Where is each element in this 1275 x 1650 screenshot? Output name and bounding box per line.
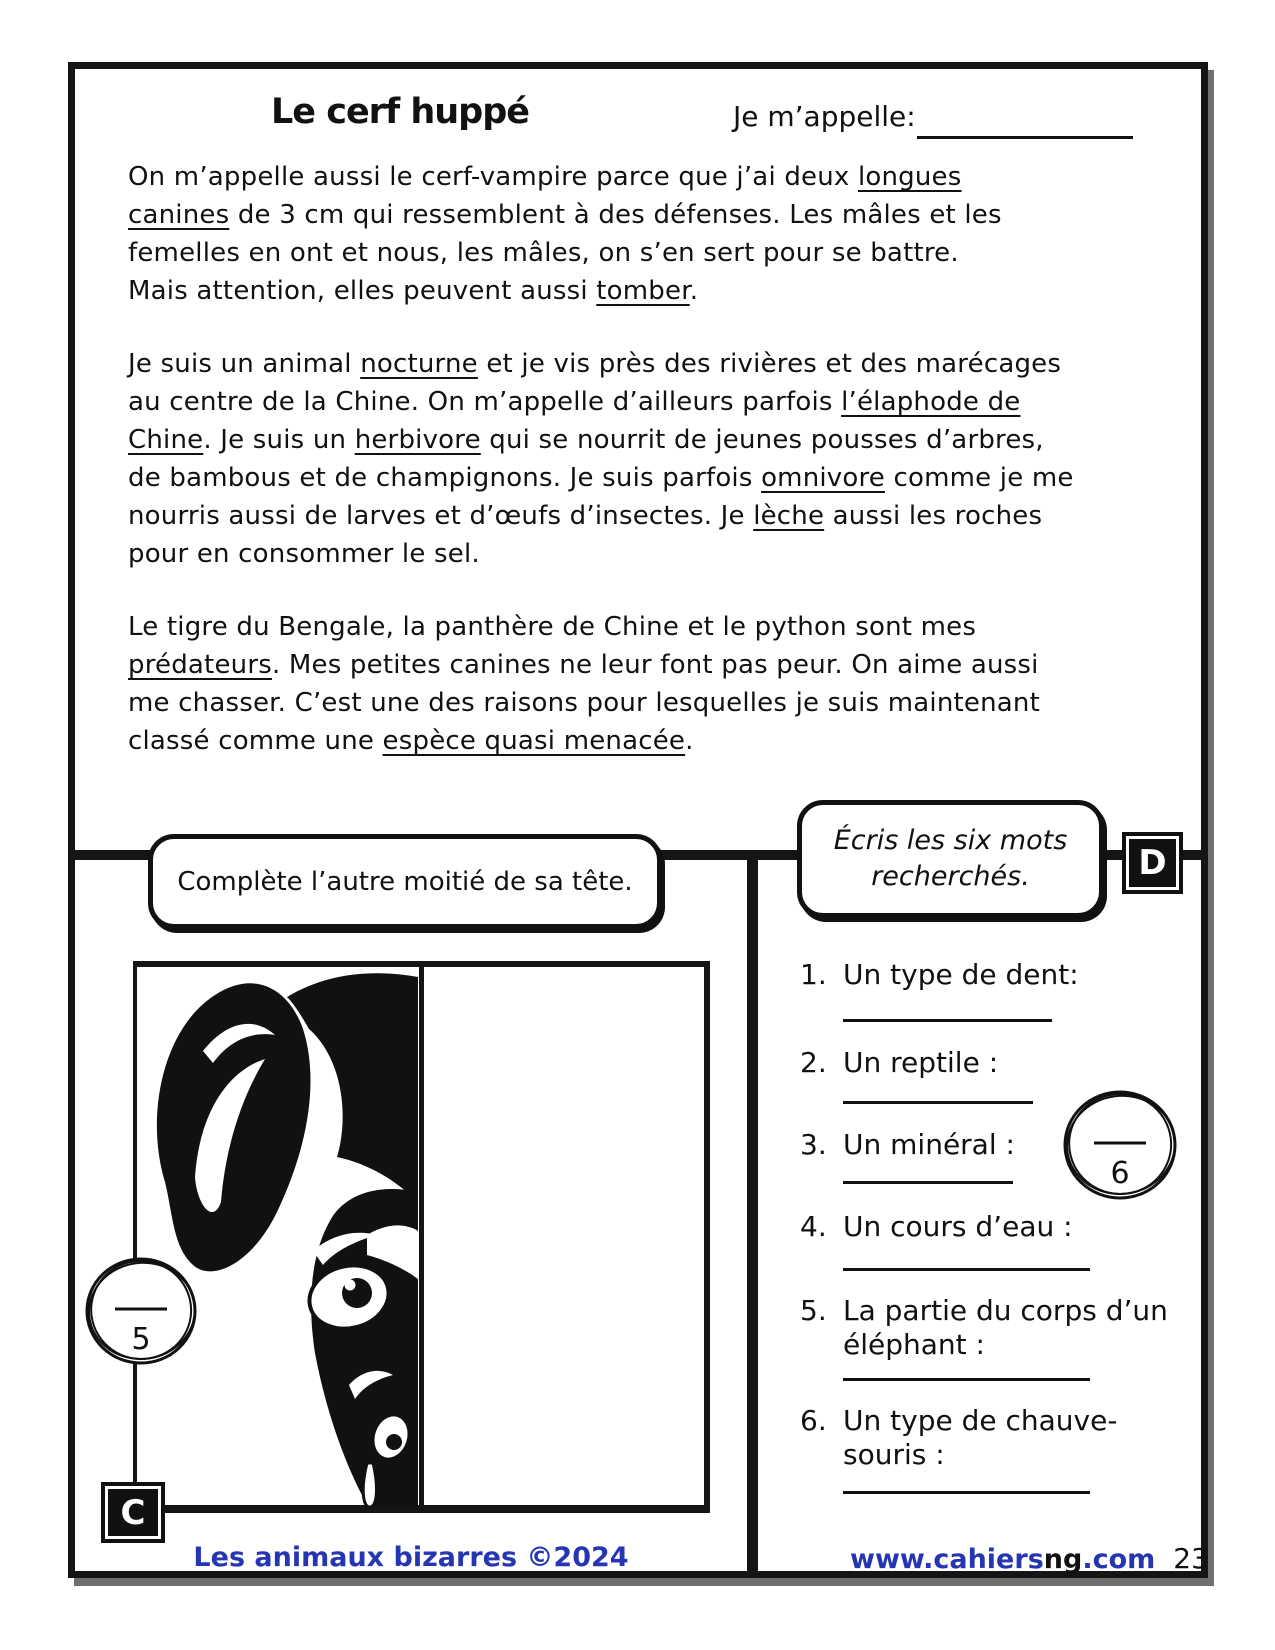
panel-d-prompt-line1: Écris les six mots	[833, 825, 1068, 856]
question-item-6	[800, 1404, 1200, 1472]
text-line: me chasser. C’est une des raisons pour lesquelles je suis maintenant	[128, 688, 1040, 718]
question-label: Un type de chauve- souris :	[843, 1404, 1118, 1471]
question-number: 6.	[800, 1404, 827, 1437]
section-c-badge	[101, 1482, 165, 1543]
question-label: Un type de dent:	[843, 958, 1079, 991]
panel-d-prompt-bubble	[797, 800, 1104, 918]
question-number: 1.	[800, 958, 827, 991]
question-label: Un reptile :	[843, 1046, 999, 1079]
answer-blank-3[interactable]	[843, 1181, 1013, 1184]
question-number: 3.	[800, 1128, 827, 1161]
answer-blank-2[interactable]	[843, 1101, 1033, 1104]
text-line: canines de 3 cm qui ressemblent à des défenses. Les mâles et les	[128, 200, 1002, 230]
section-d-letter: D	[1138, 843, 1167, 883]
footer-url-prefix: www.cahiers	[850, 1544, 1044, 1575]
paragraph-3	[128, 608, 1173, 760]
question-label: La partie du corps d’un éléphant :	[843, 1294, 1168, 1361]
score-denominator-6: 6	[1110, 1156, 1130, 1191]
text-line: Le tigre du Bengale, la panthère de Chine et le python sont mes	[128, 612, 977, 642]
paragraph-1	[128, 158, 1173, 310]
score-circle-6	[1061, 1086, 1179, 1204]
name-blank-line[interactable]	[917, 136, 1133, 139]
text-line: Je suis un animal nocturne et je vis près des rivières et des marécages	[128, 349, 1062, 379]
text-line: Mais attention, elles peuvent aussi tomber.	[128, 276, 699, 306]
question-item-1	[800, 958, 1200, 992]
paragraph-2	[128, 345, 1173, 573]
text-line: On m’appelle aussi le cerf-vampire parce que j’ai deux longues	[128, 162, 962, 192]
text-line: classé comme une espèce quasi menacée.	[128, 726, 694, 756]
question-item-2	[800, 1046, 1200, 1080]
page-number: 23	[1173, 1542, 1209, 1575]
question-number: 2.	[800, 1046, 827, 1079]
answer-blank-4[interactable]	[843, 1268, 1090, 1271]
section-d-badge	[1122, 832, 1183, 894]
question-item-4	[800, 1210, 1200, 1244]
text-line: Chine. Je suis un herbivore qui se nourrit de jeunes pousses d’arbres,	[128, 425, 1044, 455]
drawing-answer-area[interactable]	[424, 967, 705, 1507]
answer-blank-1[interactable]	[843, 1019, 1052, 1022]
vertical-divider	[747, 850, 758, 1578]
text-line: prédateurs. Mes petites canines ne leur font pas peur. On aime aussi	[128, 650, 1039, 680]
text-line: de bambous et de champignons. Je suis parfois omnivore comme je me	[128, 463, 1074, 493]
footer-website	[850, 1542, 1209, 1575]
answer-blank-5[interactable]	[843, 1378, 1090, 1381]
text-line: au centre de la Chine. On m’appelle d’ailleurs parfois l’élaphode de	[128, 387, 1021, 417]
section-c-letter: C	[120, 1492, 146, 1533]
panel-c-prompt-bubble	[148, 834, 662, 929]
footer-url-ng: ng	[1043, 1544, 1083, 1575]
score-denominator-5: 5	[131, 1322, 151, 1357]
answer-blank-6[interactable]	[843, 1491, 1090, 1494]
name-label: Je m’appelle:	[733, 100, 916, 133]
text-line: pour en consommer le sel.	[128, 539, 480, 569]
question-number: 5.	[800, 1294, 827, 1327]
page-title: Le cerf huppé	[270, 92, 530, 132]
question-label: Un cours d’eau :	[843, 1210, 1073, 1243]
footer-url-suffix: .com	[1082, 1544, 1156, 1575]
panel-c-prompt: Complète l’autre moitié de sa tête.	[177, 866, 633, 897]
footer-series-title: Les animaux bizarres ©2024	[193, 1542, 629, 1573]
question-item-5	[800, 1294, 1200, 1362]
question-number: 4.	[800, 1210, 827, 1243]
text-line: femelles en ont et nous, les mâles, on s’en sert pour se battre.	[128, 238, 959, 268]
text-line: nourris aussi de larves et d’œufs d’insectes. Je lèche aussi les roches	[128, 501, 1043, 531]
deer-head-illustration	[137, 967, 418, 1507]
score-circle-5	[83, 1253, 199, 1369]
question-label: Un minéral :	[843, 1128, 1015, 1161]
panel-d-prompt-line2: recherchés.	[871, 861, 1030, 892]
